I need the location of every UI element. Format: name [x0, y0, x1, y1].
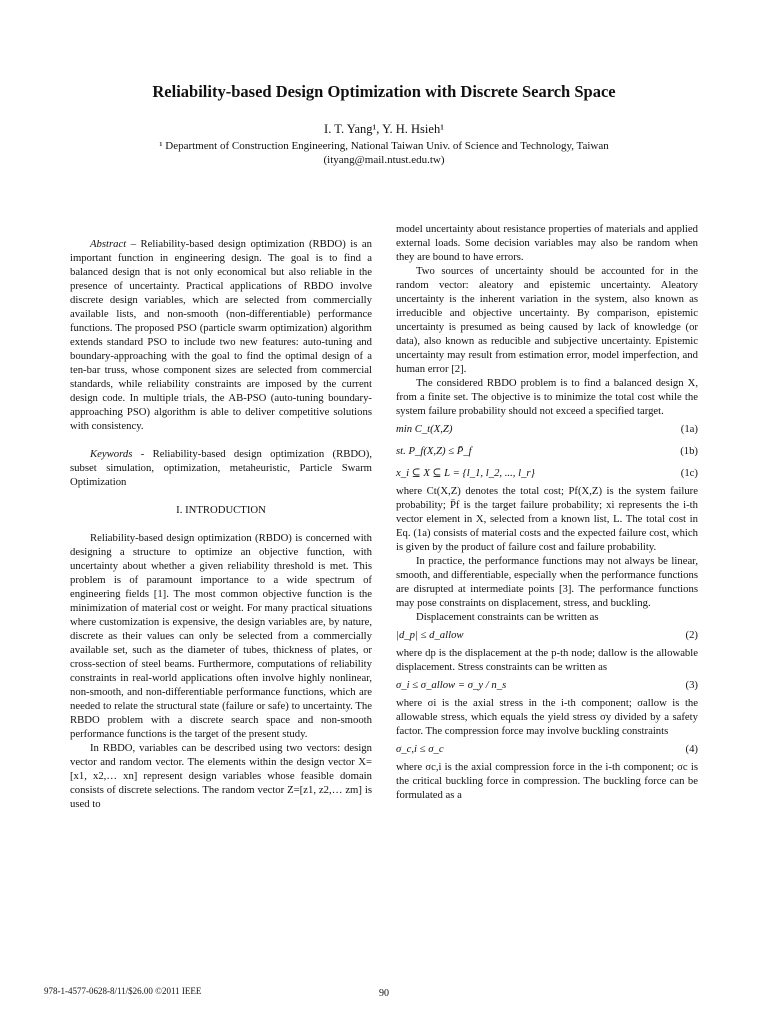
body-paragraph-1: model uncertainty about resistance properties of materials and applied external loads. Some decision variables may also be random when they are bound to have errors.: [396, 223, 698, 263]
section-heading-introduction: I. INTRODUCTION: [176, 504, 266, 516]
equation-1c-body: x_i ⊆ X ⊆ L = {l_1, l_2, ..., l_r}: [396, 467, 535, 479]
body-paragraph-7: where dp is the displacement at the p-th node; dallow is the allowable displacement. Stress constraints can be written as: [396, 647, 698, 673]
body-paragraph-3: The considered RBDO problem is to find a balanced design X, from a finite set. The objective is to minimize the total cost while the system failure probability should not exceed a specified target.: [396, 377, 698, 417]
equation-1c-number: (1c): [680, 467, 698, 479]
body-paragraph-6: Displacement constraints can be written as: [416, 611, 599, 623]
abstract-label: Abstract: [90, 238, 127, 250]
page-number: 90: [379, 988, 389, 999]
equation-1b-number: (1b): [680, 445, 698, 457]
author-list: I. T. Yang¹, Y. H. Hsieh¹: [324, 122, 444, 136]
right-column: [396, 222, 698, 802]
equation-3-number: (3): [685, 679, 698, 691]
affiliation: ¹ Department of Construction Engineering, National Taiwan Univ. of Science and Technology, Taiwan: [159, 140, 609, 152]
equation-1a: [396, 418, 698, 440]
abstract: [70, 237, 372, 433]
equation-3-body: σ_i ≤ σ_allow = σ_y / n_s: [396, 679, 507, 691]
copyright-line: 978-1-4577-0628-8/11/$26.00 ©2011 IEEE: [44, 986, 202, 996]
equation-2-number: (2): [685, 629, 698, 641]
keywords-text: - Reliability-based design optimization (RBDO), subset simulation, optimization, metaheuristic, Particle Swarm Optimization: [70, 448, 373, 488]
abstract-text: – Reliability-based design optimization (RBDO) is an important function in engineering design. The goal is to find a balanced design that is not only economical but also reliable in the presence of uncertainty. Practical applications of RBDO involve discrete design variables, which are selected from commercially available lists, and non-smooth (non-differentiable) performance functions. The proposed PSO (particle swarm optimization) algorithm extends standard PSO to include two new features: auto-tuning and boundary-approaching with the goal to find the optimal design of a ten-bar truss, whose component sizes are selected from commercial standards, while reliability constraints are imposed by the current design code. In multiple trials, the AB-PSO (auto-tuning boundary-approaching PSO) algorithm is able to deliver competitive solutions with consistency.: [70, 238, 373, 432]
keywords-label: Keywords: [90, 448, 133, 460]
equation-4-number: (4): [685, 743, 698, 755]
affiliation-block: [0, 139, 768, 167]
equation-1a-number: (1a): [680, 423, 698, 435]
equation-3: [396, 674, 698, 696]
intro-paragraph-2: In RBDO, variables can be described using two vectors: design vector and random vector. The elements within the design vector X=[x1, x2,… xn] represent design variables whose feasible domain consists of discrete selections. The random vector Z=[z1, z2,… zm] is used to: [70, 742, 372, 810]
left-column: [70, 237, 372, 811]
equation-1c: [396, 462, 698, 484]
body-paragraph-4: where Ct(X,Z) denotes the total cost; Pf(X,Z) is the system failure probability; P̄f is the target failure probability; xi represents the i-th vector element in X, selected from a known list, L. The total cost in Eq. (1a) consists of material costs and the expected failure cost, which is given by the product of failure cost and failure probability.: [396, 485, 698, 553]
paper-title: Reliability-based Design Optimization with Discrete Search Space: [152, 82, 616, 101]
equation-1a-body: min C_t(X,Z): [396, 423, 453, 435]
equation-1b: [396, 440, 698, 462]
keywords: [70, 447, 372, 489]
equation-2: [396, 624, 698, 646]
email: (ityang@mail.ntust.edu.tw): [323, 154, 445, 166]
equation-1b-body: st. P_f(X,Z) ≤ P̄_f: [396, 445, 472, 457]
intro-paragraph-1: Reliability-based design optimization (RBDO) is concerned with designing a structure to optimize an objective function, with uncertainty about whether a given reliability threshold is met. This problem is of paramount importance to a wide spectrum of engineering fields [1]. The most common objective function is the minimization of material cost or weight. For many practical situations where customization is expensive, the design variables are, by nature, discrete as their values can only be selected from a commercially available set, such as the diameter of tubes, thickness of plates, or cross-section of steel beams. Furthermore, computations of reliability constraints in real-world applications often involve highly nonlinear, non-smooth, and non-differentiable performance functions, which are needed to relate the structural state (failure or safe) to uncertainty. The RBDO problem with a discrete search space and non-smooth performance functions is the target of the present study.: [70, 532, 372, 740]
body-paragraph-5: In practice, the performance functions may not always be linear, smooth, and differentiable, especially when the performance functions are disrupted at intermediate points [3]. The performance functions may pose constraints on displacement, stress, and buckling.: [396, 555, 698, 609]
equation-4: [396, 738, 698, 760]
equation-2-body: |d_p| ≤ d_allow: [396, 629, 464, 641]
equation-4-body: σ_c,i ≤ σ_c: [396, 743, 444, 755]
body-paragraph-8: where σi is the axial stress in the i-th component; σallow is the allowable stress, which equals the yield stress σy divided by a safety factor. The compression force may involve buckling constraints: [396, 697, 698, 737]
body-paragraph-9: where σc,i is the axial compression force in the i-th component; σc is the critical buckling force in compression. The buckling force can be formulated as a: [396, 761, 698, 801]
body-paragraph-2: Two sources of uncertainty should be accounted for in the random vector: aleatory and epistemic uncertainty. Aleatory uncertainty is the inherent variation in the system, also known as irreducible and objective uncertainty. By comparison, epistemic uncertainty is presumed as being caused by lack of knowledge (or data), also known as reducible and subjective uncertainty. Epistemic uncertainty may result from estimation error, model imperfection, and human error [2].: [396, 265, 698, 375]
